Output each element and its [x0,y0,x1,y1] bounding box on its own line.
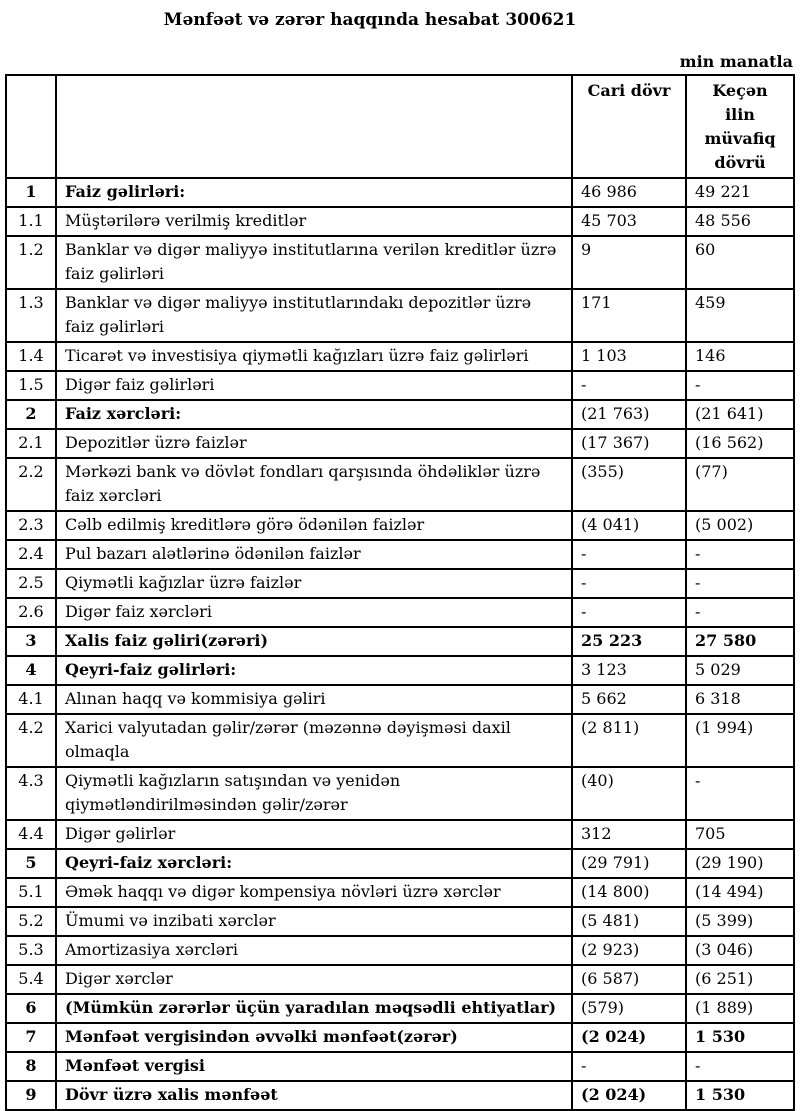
current-value: 171 [572,289,686,342]
previous-value: 705 [686,820,794,849]
table-row [6,767,794,820]
row-number: 2 [6,400,56,429]
row-number: 4.3 [6,767,56,820]
row-label: Müştərilərə verilmiş kreditlər [56,207,572,236]
row-label: (Mümkün zərərlər üçün yaradılan məqsədli ehtiyatlar) [56,994,572,1023]
table-row [6,569,794,598]
table-row [6,1023,794,1052]
row-label: Mənfəət vergisindən əvvəlki mənfəət(zərər) [56,1023,572,1052]
current-value: (14 800) [572,878,686,907]
row-label: Faiz xərcləri: [56,400,572,429]
table-row [6,598,794,627]
row-number: 4.1 [6,685,56,714]
row-number: 2.1 [6,429,56,458]
row-label: Qiymətli kağızlar üzrə faizlər [56,569,572,598]
row-label: Alınan haqq və kommisiya gəliri [56,685,572,714]
row-number: 5.4 [6,965,56,994]
table-row [6,511,794,540]
row-number: 8 [6,1052,56,1081]
table-row [6,849,794,878]
row-number: 2.6 [6,598,56,627]
previous-value: (77) [686,458,794,511]
current-value: (2 923) [572,936,686,965]
previous-value: 27 580 [686,627,794,656]
row-label: Ticarət və investisiya qiymətli kağızları üzrə faiz gəlirləri [56,342,572,371]
table-row [6,685,794,714]
units-label: min manatla [679,52,793,71]
profit-loss-table [5,74,795,1111]
previous-value: 5 029 [686,656,794,685]
row-number: 2.3 [6,511,56,540]
current-value: - [572,371,686,400]
previous-value: (16 562) [686,429,794,458]
current-value: (40) [572,767,686,820]
previous-value: - [686,540,794,569]
previous-value: (1 994) [686,714,794,767]
row-number: 1 [6,178,56,207]
row-label: Banklar və digər maliyyə institutlarındakı depozitlər üzrə faiz gəlirləri [56,289,572,342]
previous-value: 60 [686,236,794,289]
previous-value: (5 002) [686,511,794,540]
row-number: 6 [6,994,56,1023]
current-value: - [572,540,686,569]
current-value: (29 791) [572,849,686,878]
row-label: Əmək haqqı və digər kompensiya növləri üzrə xərclər [56,878,572,907]
table-row [6,1081,794,1110]
row-label: Digər gəlirlər [56,820,572,849]
table-row [6,342,794,371]
table-header-row [6,75,794,178]
row-label: Digər faiz gəlirləri [56,371,572,400]
row-number: 1.3 [6,289,56,342]
table-row [6,878,794,907]
previous-value: 1 530 [686,1081,794,1110]
row-number: 5.1 [6,878,56,907]
table-row [6,458,794,511]
current-value: (579) [572,994,686,1023]
header-row-number [6,75,56,178]
current-value: (355) [572,458,686,511]
previous-value: (5 399) [686,907,794,936]
table-row [6,236,794,289]
row-number: 4 [6,656,56,685]
row-label: Cəlb edilmiş kreditlərə görə ödənilən faizlər [56,511,572,540]
current-value: - [572,569,686,598]
row-label: Qeyri-faiz xərcləri: [56,849,572,878]
previous-value: (21 641) [686,400,794,429]
row-number: 1.1 [6,207,56,236]
header-previous-period: Keçən ilin müvafiq dövrü [686,75,794,178]
row-label: Mənfəət vergisi [56,1052,572,1081]
current-value: (17 367) [572,429,686,458]
row-number: 1.5 [6,371,56,400]
previous-value: 1 530 [686,1023,794,1052]
row-number: 5.3 [6,936,56,965]
current-value: 1 103 [572,342,686,371]
previous-value: (3 046) [686,936,794,965]
row-number: 7 [6,1023,56,1052]
row-label: Qeyri-faiz gəlirləri: [56,656,572,685]
row-number: 5.2 [6,907,56,936]
row-number: 3 [6,627,56,656]
table-row [6,714,794,767]
table-row [6,207,794,236]
current-value: 25 223 [572,627,686,656]
table-row [6,820,794,849]
row-number: 5 [6,849,56,878]
current-value: 5 662 [572,685,686,714]
row-label: Banklar və digər maliyyə institutlarına verilən kreditlər üzrə faiz gəlirləri [56,236,572,289]
table-row [6,371,794,400]
table-row [6,994,794,1023]
current-value: 312 [572,820,686,849]
row-label: Xalis faiz gəliri(zərəri) [56,627,572,656]
row-number: 4.4 [6,820,56,849]
table-row [6,1052,794,1081]
page-title: Mənfəət və zərər haqqında hesabat 300621 [163,10,577,30]
current-value: (5 481) [572,907,686,936]
current-value: 46 986 [572,178,686,207]
current-value: 45 703 [572,207,686,236]
row-label: Digər xərclər [56,965,572,994]
previous-value: 48 556 [686,207,794,236]
row-label: Pul bazarı alətlərinə ödənilən faizlər [56,540,572,569]
table-row [6,540,794,569]
previous-value: (1 889) [686,994,794,1023]
row-number: 2.2 [6,458,56,511]
row-label: Mərkəzi bank və dövlət fondları qarşısında öhdəliklər üzrə faiz xərcləri [56,458,572,511]
row-number: 2.5 [6,569,56,598]
previous-value: 146 [686,342,794,371]
current-value: (2 024) [572,1081,686,1110]
previous-value: - [686,1052,794,1081]
table-row [6,965,794,994]
previous-value: (14 494) [686,878,794,907]
previous-value: - [686,569,794,598]
table-row [6,656,794,685]
table-row [6,907,794,936]
current-value: - [572,598,686,627]
current-value: 9 [572,236,686,289]
current-value: (4 041) [572,511,686,540]
current-value: (2 811) [572,714,686,767]
row-label: Ümumi və inzibati xərclər [56,907,572,936]
previous-value: 49 221 [686,178,794,207]
row-label: Faiz gəlirləri: [56,178,572,207]
current-value: 3 123 [572,656,686,685]
previous-value: 6 318 [686,685,794,714]
row-label: Xarici valyutadan gəlir/zərər (məzənnə dəyişməsi daxil olmaqla [56,714,572,767]
row-number: 4.2 [6,714,56,767]
row-label: Dövr üzrə xalis mənfəət [56,1081,572,1110]
table-row [6,178,794,207]
previous-value: - [686,371,794,400]
table-row [6,400,794,429]
header-current-period: Cari dövr [572,75,686,178]
table-row [6,429,794,458]
row-label: Depozitlər üzrə faizlər [56,429,572,458]
row-number: 1.2 [6,236,56,289]
row-number: 1.4 [6,342,56,371]
table-row [6,627,794,656]
previous-value: - [686,598,794,627]
table-row [6,936,794,965]
current-value: (21 763) [572,400,686,429]
row-label: Qiymətli kağızların satışından və yenidən qiymətləndirilməsindən gəlir/zərər [56,767,572,820]
header-item [56,75,572,178]
previous-value: (6 251) [686,965,794,994]
current-value: - [572,1052,686,1081]
current-value: (6 587) [572,965,686,994]
row-number: 9 [6,1081,56,1110]
table-row [6,289,794,342]
previous-value: 459 [686,289,794,342]
row-label: Amortizasiya xərcləri [56,936,572,965]
row-label: Digər faiz xərcləri [56,598,572,627]
row-number: 2.4 [6,540,56,569]
previous-value: (29 190) [686,849,794,878]
current-value: (2 024) [572,1023,686,1052]
previous-value: - [686,767,794,820]
